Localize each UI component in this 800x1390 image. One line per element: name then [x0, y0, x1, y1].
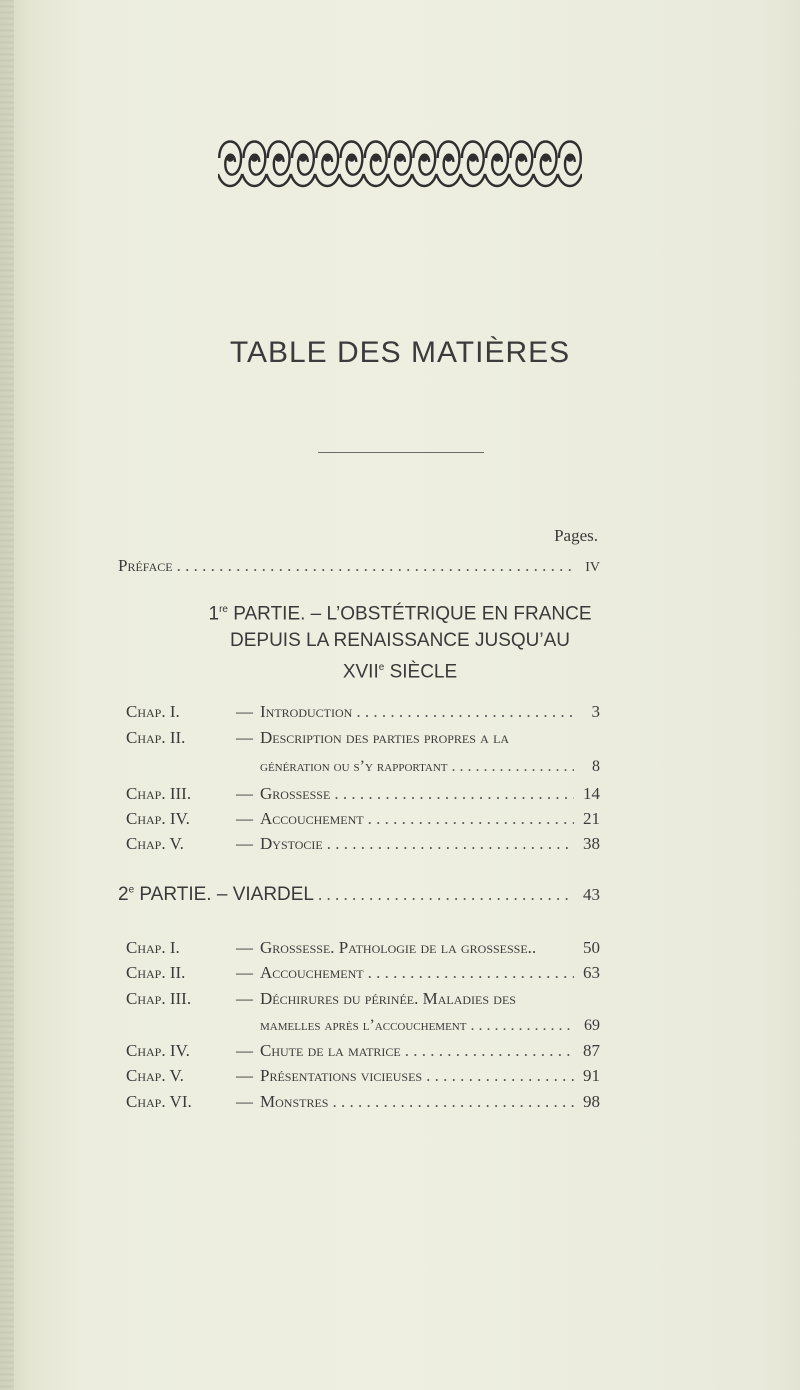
chapter-title: Présentations vicieuses — [260, 1066, 423, 1085]
chapter-title: Monstres — [260, 1092, 329, 1111]
toc-entry — [126, 963, 600, 987]
chapter-title: Grossesse. Pathologie de la grossesse.. — [260, 938, 537, 957]
page-title: TABLE DES MATIÈRES — [229, 336, 571, 369]
ornament-motif — [315, 142, 339, 187]
dash: — — [236, 1041, 253, 1060]
chapter-num: Chap. I. — [126, 702, 180, 721]
dash: — — [236, 809, 253, 828]
toc-entry — [126, 989, 600, 1013]
ornament-dot — [470, 156, 475, 161]
leader-dots — [405, 1041, 574, 1061]
chapter-title: Description des parties propres a la — [260, 728, 510, 747]
chapter-num: Chap. V. — [126, 834, 184, 853]
ornament-dot — [373, 156, 378, 161]
toc-entry — [126, 784, 600, 808]
ornament-motif — [509, 142, 533, 187]
dash: — — [236, 989, 253, 1008]
leader-dots — [426, 1066, 574, 1086]
chapter-page: 21 — [583, 809, 600, 828]
ornament-dot — [252, 156, 257, 161]
toc-entry-continuation — [260, 1017, 600, 1041]
chapter-title: Déchirures du périnée. Maladies des — [260, 989, 516, 1008]
toc-entry — [126, 938, 600, 962]
part2-heading — [118, 884, 600, 910]
chapter-page: 8 — [592, 758, 600, 775]
ornament-dot — [325, 156, 330, 161]
chapter-page: 50 — [583, 938, 600, 957]
leader-dots — [452, 758, 574, 776]
dash: — — [236, 784, 253, 803]
part1-line3-sup: e — [378, 662, 385, 674]
chapter-title: Introduction — [260, 702, 353, 721]
leader-dots — [356, 702, 574, 722]
ornament-dot — [228, 156, 233, 161]
toc-entry — [126, 702, 600, 726]
ornament-dot — [349, 156, 354, 161]
ornament-dot — [276, 156, 281, 161]
ornament-dot — [543, 156, 548, 161]
leader-dots — [470, 1017, 574, 1035]
chapter-num: Chap. II. — [126, 728, 186, 747]
chapter-page: 91 — [583, 1066, 600, 1085]
chapter-num: Chap. IV. — [126, 809, 190, 828]
chapter-title: Chute de la matrice — [260, 1041, 401, 1060]
ornament-dot — [422, 156, 427, 161]
chapter-title-continued: mamelles après l’accouchement — [260, 1017, 467, 1034]
chapter-page: 3 — [591, 702, 600, 721]
pages-heading: Pages. — [554, 526, 598, 545]
part1-num: 1 — [208, 603, 220, 625]
chapter-num: Chap. V. — [126, 1066, 184, 1085]
preface-page: IV — [585, 560, 600, 575]
chapter-num: Chap. IV. — [126, 1041, 190, 1060]
chapter-page: 63 — [583, 963, 600, 982]
part1-sup: re — [219, 604, 228, 615]
ornament-dot — [519, 156, 524, 161]
ornament-dot — [567, 156, 572, 161]
chapter-page: 38 — [583, 834, 600, 853]
part1-line1: PARTIE. – L’OBSTÉTRIQUE EN FRANCE — [233, 603, 592, 625]
leader-dots — [177, 556, 576, 576]
page-edge — [0, 0, 14, 1390]
toc-entry — [126, 728, 600, 752]
toc-entry-continuation — [260, 758, 600, 782]
ornament-motif — [242, 142, 266, 187]
toc-entry — [126, 1041, 600, 1065]
ornament-motif — [291, 142, 315, 187]
ornament-motif — [485, 142, 509, 187]
dash: — — [236, 963, 253, 982]
ornament-motif — [218, 142, 242, 187]
chapter-title: Grossesse — [260, 784, 331, 803]
chapter-num: Chap. II. — [126, 963, 186, 982]
leader-dots — [332, 1092, 574, 1112]
leader-dots — [327, 834, 574, 854]
leader-dots — [334, 784, 574, 804]
ornament-motif — [558, 142, 582, 187]
ornament-motif — [412, 142, 436, 187]
chapter-title: Dystocie — [260, 834, 323, 853]
ornament-motif — [267, 142, 291, 187]
part1-line2: DEPUIS LA RENAISSANCE JUSQU’AU — [230, 630, 570, 652]
preface-entry — [118, 556, 600, 580]
chapter-title-continued: génération ou s’y rapportant — [260, 758, 448, 775]
ornament-motif — [533, 142, 557, 187]
dash: — — [236, 728, 253, 747]
chapter-page: 87 — [583, 1041, 600, 1060]
leader-dots — [318, 885, 574, 905]
chapter-page: 69 — [584, 1017, 600, 1034]
chapter-page: 14 — [583, 784, 600, 803]
ornament-motif — [388, 142, 412, 187]
ornament-dot — [495, 156, 500, 161]
part2-num: 2 — [118, 884, 129, 905]
part1-heading — [0, 596, 800, 686]
ornament-motif — [364, 142, 388, 187]
leader-dots — [368, 809, 574, 829]
ornament-dot — [398, 156, 403, 161]
chapter-num: Chap. I. — [126, 938, 180, 957]
ornament-dot — [446, 156, 451, 161]
chapter-page: 98 — [583, 1092, 600, 1111]
ornament-motif — [461, 142, 485, 187]
chapter-num: Chap. VI. — [126, 1092, 192, 1111]
title-rule — [318, 452, 484, 453]
toc-entry — [126, 834, 600, 858]
ornament-band — [218, 128, 582, 194]
dash: — — [236, 1066, 253, 1085]
toc-entry — [126, 809, 600, 833]
ornament-dot — [300, 156, 305, 161]
part1-line3-tail: SIÈCLE — [389, 661, 458, 683]
dash: — — [236, 938, 253, 957]
part2-page: 43 — [583, 885, 600, 904]
preface-label: Préface — [118, 556, 173, 575]
dash: — — [236, 834, 253, 853]
chapter-title: Accouchement — [260, 963, 364, 982]
dash: — — [236, 702, 253, 721]
chapter-num: Chap. III. — [126, 989, 192, 1008]
leader-dots — [368, 963, 574, 983]
chapter-num: Chap. III. — [126, 784, 192, 803]
toc-entry — [126, 1066, 600, 1090]
part2-sup: e — [128, 884, 135, 896]
part2-title: PARTIE. – VIARDEL — [139, 884, 315, 905]
part1-line3: XVII — [342, 661, 379, 683]
ornament-motif — [436, 142, 460, 187]
toc-entry — [126, 1092, 600, 1116]
dash: — — [236, 1092, 253, 1111]
chapter-title: Accouchement — [260, 809, 364, 828]
ornament-motif — [339, 142, 363, 187]
